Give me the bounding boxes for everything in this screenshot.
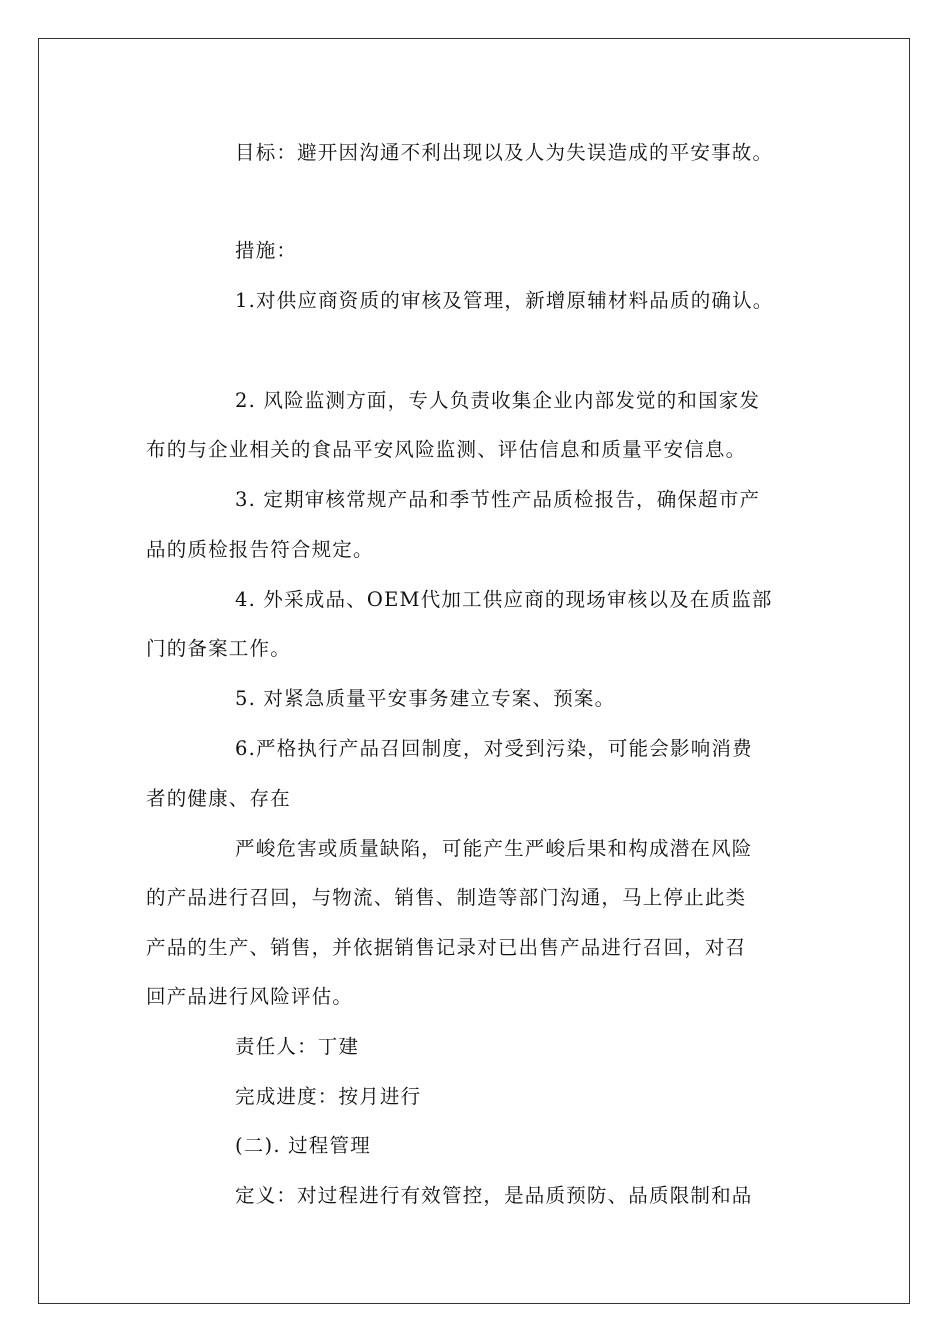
measure-4-line-1: 4. 外采成品、OEM代加工供应商的现场审核以及在质监部 (235, 588, 773, 611)
page-border (38, 38, 910, 1304)
definition-line: 定义：对过程进行有效管控，是品质预防、品质限制和品 (235, 1184, 753, 1207)
responsible-person: 责任人：丁建 (235, 1035, 360, 1058)
measure-6-line-4: 的产品进行召回，与物流、销售、制造等部门沟通，马上停止此类 (146, 886, 747, 909)
measure-2-line-2: 布的与企业相关的食品平安风险监测、评估信息和质量平安信息。 (146, 438, 747, 461)
measure-2-line-1: 2. 风险监测方面，专人负责收集企业内部发觉的和国家发 (235, 389, 761, 412)
measure-3-line-1: 3. 定期审核常规产品和季节性产品质检报告，确保超市产 (235, 488, 761, 511)
measure-4-line-2: 门的备案工作。 (146, 637, 291, 660)
measure-6-line-3: 严峻危害或质量缺陷，可能产生严峻后果和构成潜在风险 (235, 837, 753, 860)
completion-schedule: 完成进度：按月进行 (235, 1085, 422, 1108)
measure-6-line-6: 回产品进行风险评估。 (146, 985, 354, 1008)
measure-1: 1.对供应商资质的审核及管理，新增原辅材料品质的确认。 (235, 289, 774, 312)
section-heading-process-management: (二). 过程管理 (235, 1134, 371, 1157)
goal-line: 目标：避开因沟通不利出现以及人为失误造成的平安事故。 (235, 141, 774, 164)
measure-3-line-2: 品的质检报告符合规定。 (146, 538, 374, 561)
measure-6-line-5: 产品的生产、销售，并依据销售记录对已出售产品进行召回，对召 (146, 936, 747, 959)
measures-heading: 措施： (235, 239, 298, 262)
measure-6-line-1: 6.严格执行产品召回制度，对受到污染，可能会影响消费 (235, 737, 753, 760)
measure-5: 5. 对紧急质量平安事务建立专案、预案。 (235, 687, 616, 710)
measure-6-line-2: 者的健康、存在 (146, 787, 291, 810)
